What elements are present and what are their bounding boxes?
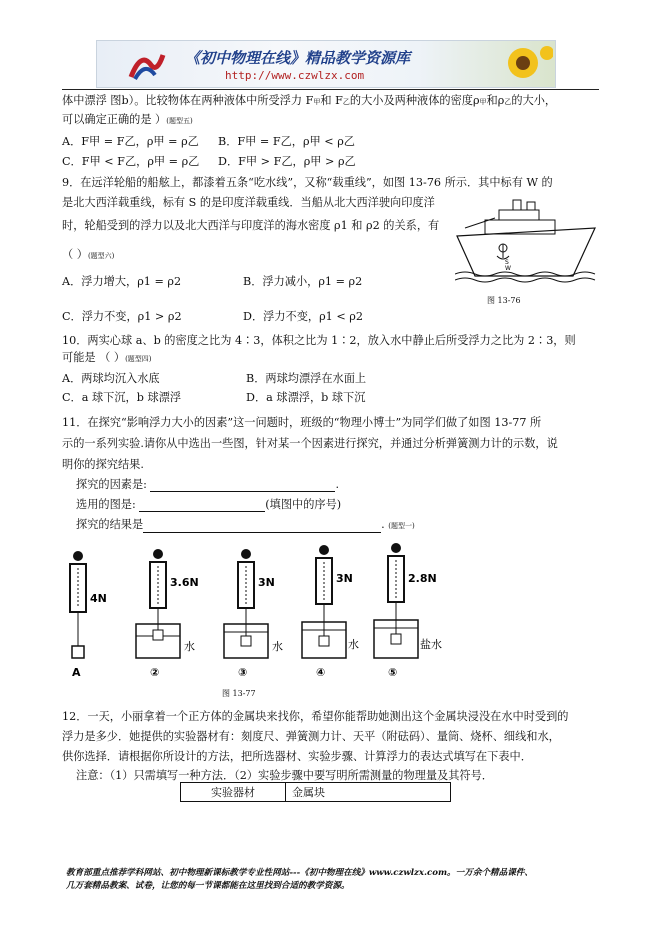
header-url[interactable]: http://www.czwlzx.com (225, 69, 365, 82)
scale-3 (224, 549, 283, 658)
reading-5: 2.8N (408, 572, 437, 585)
reading-1: 4N (90, 592, 107, 605)
reading-2: 3.6N (170, 576, 199, 589)
footer-line2: 几万套精品教案、试卷，让您的每一节课都能在这里找到合适的教学资源。 (66, 881, 350, 891)
svg-text:盐水: 盐水 (420, 638, 442, 651)
q10-line1: 10．两实心球 a、b 的密度之比为 4∶3，体积之比为 1∶2，放入水中静止后所受浮力之比为 2∶3，则 (62, 334, 576, 347)
svg-text:水: 水 (184, 640, 195, 653)
q11-line2: 示的一系列实验.请你从中选出一些图，针对某一个因素进行探究，并通过分析弹簧测力计的示数，说 (62, 437, 558, 450)
q8-option-d[interactable]: D．F甲 > F乙，ρ甲 > ρ乙 (218, 155, 356, 168)
ship-figure (455, 198, 600, 283)
q12-line1: 12．一天，小丽拿着一个正方体的金属块来找你，希望你能帮助她测出这个金属块浸没在水中时受到的 (62, 710, 569, 723)
fig-13-76-caption: 图 13-76 (487, 296, 521, 305)
svg-text:水: 水 (272, 640, 283, 653)
q11-figs: 选用的图是: (填图中的序号) (76, 498, 342, 511)
reading-3: 3N (258, 576, 275, 589)
q12-line2: 浮力是多少．她提供的实验器材有：刻度尺、弹簧测力计、天平（附砝码）、量筒、烧杯、细线和水， (62, 730, 560, 743)
q10-option-d[interactable]: D．a 球漂浮，b 球下沉 (246, 391, 366, 404)
q12-line3: 供你选择．请根据你所设计的方法，把所选器材、实验步骤、计算浮力的表达式填写在下表中． (62, 750, 532, 763)
q12-answer-table (180, 782, 451, 802)
q9-line3: 时，轮船受到的浮力以及北大西洋与印度洋的海水密度 ρ1 和 ρ2 的关系，有 (62, 219, 440, 232)
header-banner (96, 40, 556, 88)
scale-5 (374, 543, 442, 658)
scale-2 (136, 549, 199, 658)
fig-label-5: ⑤ (388, 666, 398, 679)
q8-line2: 可以确定正确的是 ）(题型五) (62, 113, 193, 126)
fig-label-2: ② (150, 666, 160, 679)
q11-factor: 探究的因素是: . (76, 478, 340, 491)
q10-option-c[interactable]: C．a 球下沉，b 球漂浮 (62, 391, 182, 404)
header-divider (62, 89, 599, 90)
q11-figs-blank[interactable] (139, 500, 265, 512)
q10-line2: 可能是 （ ）(题型四) (62, 351, 152, 364)
footer-line1: 教育部重点推荐学科网站、初中物理新课标教学专业性网站---《初中物理在线》www.czwlzx.com。一万余个精品课件、 (66, 868, 533, 878)
header-title: 《初中物理在线》精品教学资源库 (185, 49, 411, 67)
sunflower-icon (497, 43, 553, 85)
logo-icon (127, 47, 167, 83)
q12-note: 注意：（1）只需填写一种方法．（2）实验步骤中要写明所需测量的物理量及其符号． (76, 769, 493, 782)
q9-line2: 是北大西洋载重线，标有 S 的是印度洋载重线．当船从北大西洋驶向印度洋 (62, 196, 435, 209)
fig-13-77 (62, 538, 462, 683)
fig-13-77-caption: 图 13-77 (222, 689, 256, 698)
q9-option-c[interactable]: C．浮力不变，ρ1 > ρ2 (62, 310, 182, 323)
q11-line1: 11．在探究“影响浮力大小的因素”这一问题时，班级的“物理小博士”为同学们做了如图 13-77 所 (62, 416, 542, 429)
reading-4: 3N (336, 572, 353, 585)
q8-option-a[interactable]: A．F甲 = F乙，ρ甲 = ρ乙 (62, 135, 199, 148)
q11-result-blank[interactable] (143, 521, 381, 533)
q9-option-d[interactable]: D．浮力不变，ρ1 < ρ2 (243, 310, 363, 323)
fig-label-3: ③ (238, 666, 248, 679)
table-cell-metal-block[interactable]: 金属块 (286, 783, 451, 802)
q8-line1: 体中漂浮 图b）。比较物体在两种液体中所受浮力 F甲和 F乙的大小及两种液体的密度ρ甲和ρ乙的大小， (62, 94, 557, 107)
scale-4 (302, 545, 359, 658)
q11-line3: 明你的探究结果. (62, 458, 144, 471)
q8-option-b[interactable]: B．F甲 = F乙，ρ甲 < ρ乙 (218, 135, 355, 148)
q11-result: 探究的结果是 . (题型一) (76, 518, 415, 531)
q9-line1: 9．在远洋轮船的船舷上，都漆着五条“吃水线”，又称“载重线”，如图 13-76 所示．其中标有 W 的 (62, 176, 553, 189)
svg-text:S: S (505, 259, 509, 266)
svg-text:W: W (505, 265, 511, 272)
q9-option-a[interactable]: A．浮力增大，ρ1 = ρ2 (62, 275, 182, 288)
q9-line4: （ ）(题型六) (62, 248, 115, 261)
fig-label-1: A (72, 666, 81, 679)
svg-text:水: 水 (348, 638, 359, 651)
q9-option-b[interactable]: B．浮力减小，ρ1 = ρ2 (243, 275, 363, 288)
q11-factor-blank[interactable] (150, 480, 335, 492)
scale-1 (70, 551, 107, 658)
q8-option-c[interactable]: C．F甲 < F乙，ρ甲 = ρ乙 (62, 155, 200, 168)
q10-option-a[interactable]: A．两球均沉入水底 (62, 372, 160, 385)
table-header-materials: 实验器材 (181, 783, 286, 802)
fig-label-4: ④ (316, 666, 326, 679)
q10-option-b[interactable]: B．两球均漂浮在水面上 (246, 372, 367, 385)
